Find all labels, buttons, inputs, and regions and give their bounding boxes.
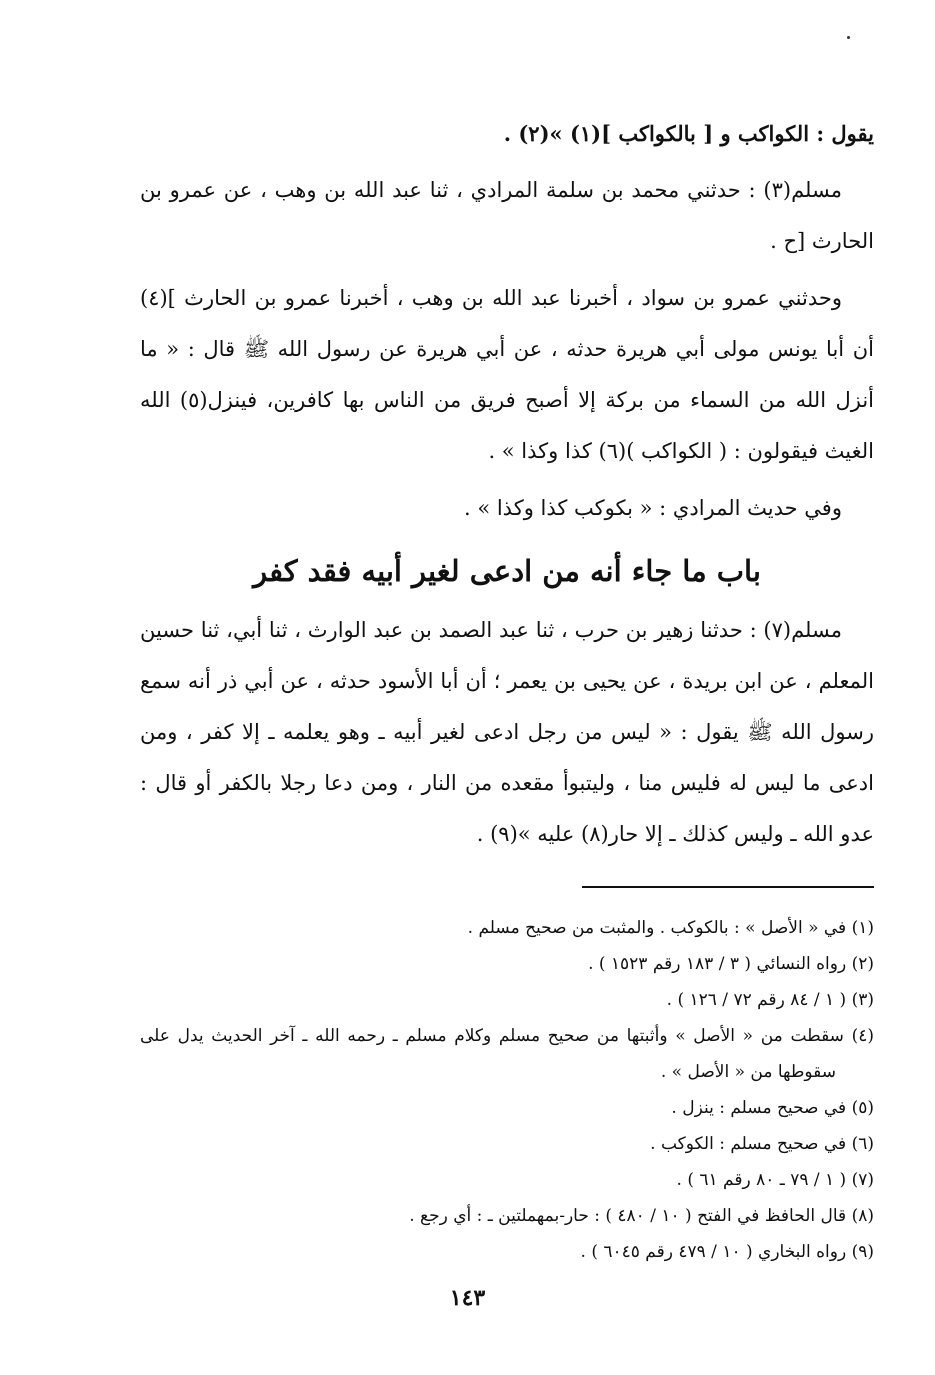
footnote-2: (٢) رواه النسائي ( ٣ / ١٨٣ رقم ١٥٢٣ ) . <box>588 954 874 974</box>
paragraph-1: يقول : الكواكب و [ بالكواكب ](١) »(٢) . <box>503 121 874 146</box>
footnote-5: (٥) في صحيح مسلم : ينزل . <box>671 1098 874 1118</box>
footnote-9: (٩) رواه البخاري ( ١٠ / ٤٧٩ رقم ٦٠٤٥ ) . <box>580 1242 874 1262</box>
page-number: ١٤٣ <box>449 1285 486 1311</box>
paragraph-4: وفي حديث المرادي : « بكوكب كذا وكذا » . <box>463 496 842 520</box>
footnote-7: (٧) ( ١ / ٧٩ ـ ٨٠ رقم ٦١ ) . <box>676 1170 874 1190</box>
footnote-8: (٨) قال الحافظ في الفتح ( ١٠ / ٤٨٠ ) : حار-بمهملتين ـ : أي رجع . <box>409 1206 874 1226</box>
footnotes <box>140 910 874 1270</box>
main-text <box>140 108 874 866</box>
footnote-4: (٤) سقطت من « الأصل » وأثبتها من صحيح مسلم وكلام مسلم ـ رحمه الله ـ آخر الحديث يدل على سقوطها من « الأصل » . <box>140 1026 874 1082</box>
paragraph-2: مسلم(٣) : حدثني محمد بن سلمة المرادي ، ثنا عبد الله بن وهب ، عن عمرو بن الحارث [ح . <box>140 178 874 253</box>
paragraph-3: وحدثني عمرو بن سواد ، أخبرنا عبد الله بن وهب ، أخبرنا عمرو بن الحارث ](٤) أن أبا يونس مولى أبي هريرة حدثه ، عن أبي هريرة عن رسول الله ﷺ قال : « ما أنزل الله من السماء من بركة إلا أصبح فريق من الناس بها كافرين، فينزل(٥) الله الغيث فيقولون : ( الكواكب )(٦) كذا وكذا » . <box>140 286 875 463</box>
paragraph-5: مسلم(٧) : حدثنا زهير بن حرب ، ثنا عبد الصمد بن عبد الوارث ، ثنا أبي، ثنا حسين المعلم ، عن ابن بريدة ، عن يحيى بن يعمر ؛ أن أبا الأسود حدثه ، عن أبي ذر أنه سمع رسول الله ﷺ يقول : « ليس من رجل ادعى لغير أبيه ـ وهو يعلمه ـ إلا كفر ، ومن ادعى ما ليس له فليس منا ، وليتبوأ مقعده من النار ، ومن دعا رجلا بالكفر أو قال : عدو الله ـ وليس كذلك ـ إلا حار(٨) عليه »(٩) . <box>140 618 874 846</box>
footnote-6: (٦) في صحيح مسلم : الكوكب . <box>650 1134 874 1154</box>
footnote-1: (١) في « الأصل » : بالكوكب . والمثبت من صحيح مسلم . <box>467 918 874 938</box>
footnote-separator <box>582 886 874 888</box>
chapter-heading: باب ما جاء أنه من ادعى لغير أبيه فقد كفر <box>253 554 761 588</box>
footnote-3: (٣) ( ١ / ٨٤ رقم ٧٢ / ١٢٦ ) . <box>666 990 874 1010</box>
scan-mark <box>847 36 850 39</box>
